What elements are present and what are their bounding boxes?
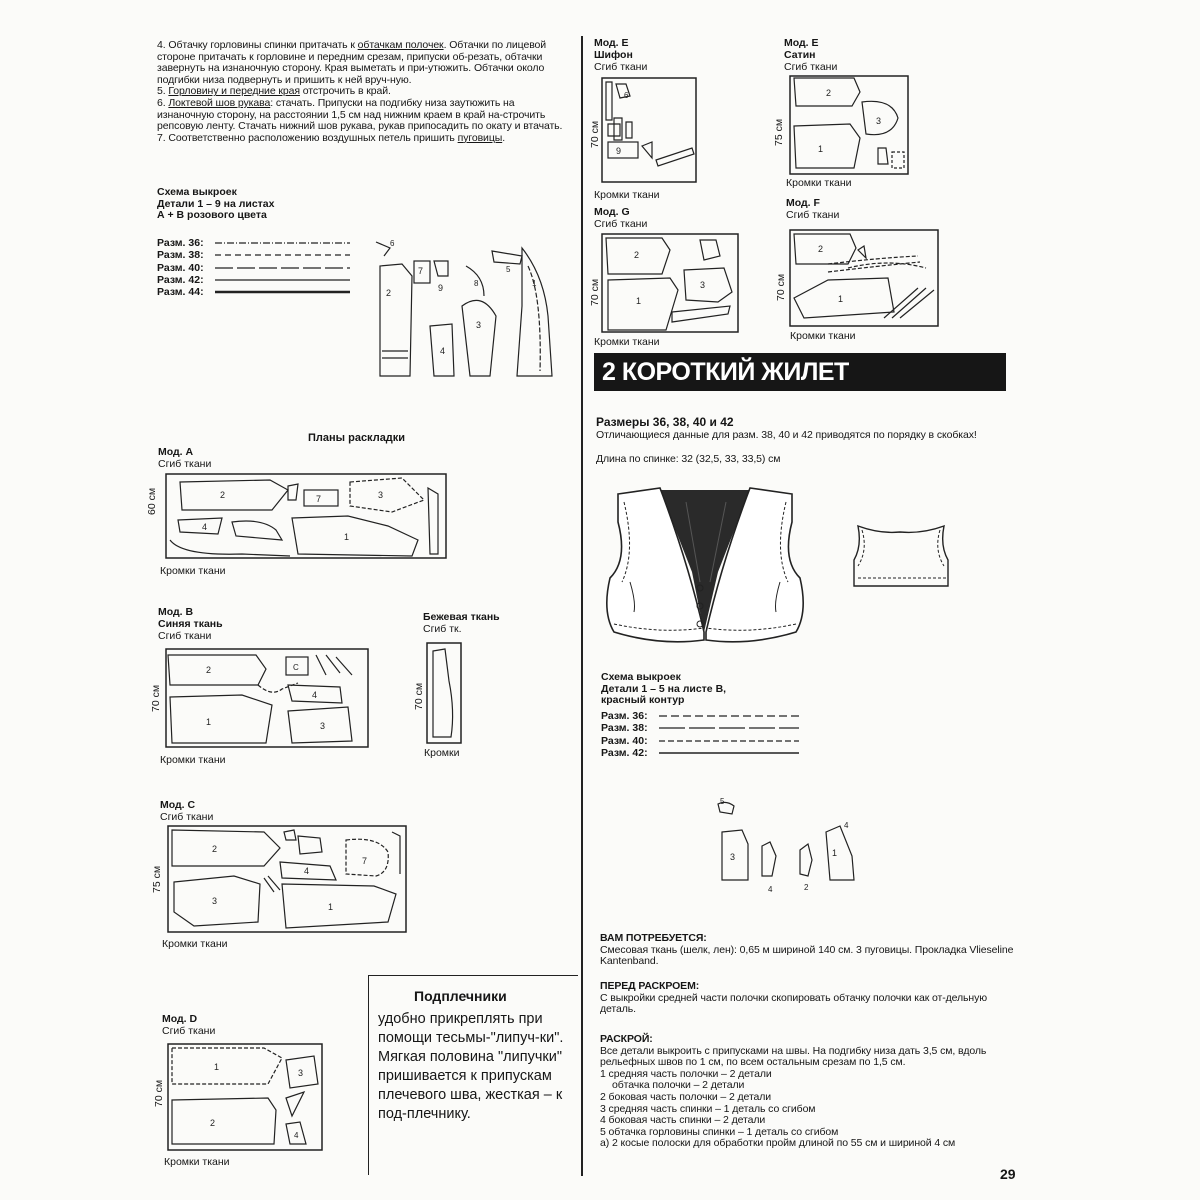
modG-edge-label: Кромки ткани — [594, 336, 660, 348]
modB-layout — [162, 645, 372, 751]
beige-dim-label: 70 см — [413, 682, 425, 710]
beige-title: Бежевая ткань — [423, 611, 500, 623]
svg-text:2: 2 — [634, 250, 640, 260]
svg-text:3: 3 — [730, 852, 736, 862]
modE-chiffon-edge-label: Кромки ткани — [594, 189, 660, 201]
svg-text:1: 1 — [636, 296, 642, 306]
svg-text:6: 6 — [390, 239, 395, 248]
materials-title: ВАМ ПОТРЕБУЕТСЯ: — [600, 932, 707, 944]
svg-text:3: 3 — [298, 1068, 304, 1078]
svg-text:1: 1 — [532, 279, 537, 288]
instruction-step-6: 6. Локтевой шов рукава: стачать. Припуски на подгибку низа заутюжить на изнаночную сторону, на расстоянии 1,5 см над нижним краем в край на-строчить репсовую ленту. Стачать нижний шов рукава, рукав припосадить по окату и втачать. — [157, 96, 563, 133]
modA-title: Мод. А — [158, 446, 194, 458]
svg-text:7: 7 — [418, 266, 424, 276]
section-banner: 2 КОРОТКИЙ ЖИЛЕТ — [594, 353, 1006, 391]
svg-text:5: 5 — [506, 265, 511, 274]
modG-layout — [600, 230, 740, 334]
modC-title: Мод. С — [160, 799, 196, 811]
modB-dim-label: 70 см — [150, 684, 162, 712]
shoulder-pad-title: Подплечники — [414, 988, 507, 1004]
scheme1-pattern-pieces — [372, 236, 572, 386]
layouts-title: Планы раскладки — [308, 432, 406, 444]
svg-text:4: 4 — [768, 885, 773, 894]
vest-scheme-size-legend: Разм. 36: Разм. 38: Разм. 40: Разм. 42: — [601, 710, 648, 760]
svg-text:3: 3 — [320, 721, 326, 731]
modE-chiffon-title: Мод. Е Шифон — [594, 37, 633, 61]
before-cut-text: С выкройки средней части полочки скопировать обтачку полочки как от-дельную деталь. — [600, 991, 988, 1016]
vest-length: Длина по спинке: 32 (32,5, 33, 33,5) см — [596, 453, 781, 465]
modC-dim-label: 75 см — [151, 865, 163, 893]
cutting-section — [600, 1034, 1030, 1150]
svg-text:4: 4 — [844, 821, 849, 830]
svg-text:3: 3 — [476, 320, 482, 330]
svg-text:4: 4 — [304, 866, 310, 876]
page-number: 29 — [1000, 1166, 1016, 1182]
modF-fold-label: Сгиб ткани — [786, 209, 840, 221]
svg-text:7: 7 — [316, 494, 322, 504]
svg-text:3: 3 — [700, 280, 706, 290]
svg-text:1: 1 — [206, 717, 212, 727]
svg-text:4: 4 — [294, 1131, 299, 1140]
column-divider — [581, 36, 583, 1176]
svg-text:6: 6 — [624, 91, 629, 100]
modD-dim-label: 70 см — [153, 1079, 165, 1107]
svg-text:5: 5 — [720, 797, 725, 806]
svg-text:9: 9 — [616, 146, 622, 156]
instruction-step-5: 5. Горловину и передние края отстрочить в край. — [157, 85, 391, 98]
svg-text:7: 7 — [362, 856, 368, 866]
instructions-block — [157, 40, 567, 144]
svg-text:2: 2 — [804, 883, 809, 892]
svg-text:4: 4 — [202, 522, 208, 532]
modE-chiffon-dim-label: 70 см — [589, 120, 601, 148]
svg-text:3: 3 — [212, 896, 218, 906]
svg-text:1: 1 — [344, 532, 350, 542]
svg-text:1: 1 — [818, 144, 824, 154]
cutting-item: а) 2 косые полоски для обработки пройм длиной по 55 см и шириной 4 см — [600, 1137, 956, 1150]
svg-text:2: 2 — [826, 88, 832, 98]
materials-section — [600, 933, 1020, 968]
svg-text:2: 2 — [212, 844, 218, 854]
svg-text:8: 8 — [474, 279, 479, 288]
beige-layout — [425, 641, 465, 745]
cutting-text: Все детали выкроить с припусками на швы. На подгибку низа дать 3,5 см, вдоль рельефных швов по 1 см, по всем остальным срезам по 1,5 см. — [600, 1044, 987, 1069]
svg-text:4: 4 — [440, 346, 446, 356]
scheme1-heading: Схема выкроек Детали 1 – 9 на листах А + В розового цвета — [157, 186, 275, 221]
modC-layout — [164, 822, 410, 936]
modD-layout — [164, 1040, 326, 1154]
modG-title: Мод. G — [594, 206, 630, 218]
modA-layout — [162, 470, 450, 562]
instruction-step-4: 4. Обтачку горловины спинки притачать к обтачкам полочек. Обтачки по лицевой стороне притачать к горловине и передним срезам, припуски об-резать, обтачки завернуть на изнаночную сторону. Края выметать и при-утюжить. Обтачки около подгибки низа подвернуть и пришить к ней вруч-ную. — [157, 39, 547, 86]
beige-fold-label: Сгиб тк. — [423, 623, 462, 635]
shoulder-pad-text: удобно прикреплять при помощи тесьмы-"липуч-ки". Мягкая половина "липучки" пришивается к припускам плечевого шва, жесткая – к под-плечнику. — [378, 1011, 564, 1122]
svg-text:С: С — [293, 663, 299, 672]
modA-dim-label: 60 см — [146, 487, 158, 515]
vest-scheme-heading: Схема выкроек Детали 1 – 5 на листе В, красный контур — [601, 671, 727, 706]
modE-chiffon-layout — [600, 74, 698, 186]
modF-layout — [788, 228, 940, 328]
svg-text:2: 2 — [220, 490, 226, 500]
modE-chiffon-fold-label: Сгиб ткани — [594, 61, 648, 73]
svg-text:2: 2 — [206, 665, 212, 675]
instruction-step-7: 7. Соответственно расположению воздушных петель пришить пуговицы. — [157, 131, 506, 144]
svg-text:2: 2 — [386, 288, 392, 298]
modD-title: Мод. D — [162, 1013, 198, 1025]
modE-satin-dim-label: 75 см — [773, 118, 785, 146]
cutting-item: 1 средняя часть полочки – 2 детали — [600, 1067, 772, 1080]
modG-fold-label: Сгиб ткани — [594, 218, 648, 230]
svg-text:4: 4 — [312, 690, 318, 700]
modF-title: Мод. F — [786, 197, 820, 209]
svg-text:1: 1 — [328, 902, 334, 912]
vest-sizes-title: Размеры 36, 38, 40 и 42 — [596, 415, 734, 429]
cutting-item: 4 боковая часть спинки – 2 детали — [600, 1114, 766, 1127]
materials-text: Смесовая ткань (шелк, лен): 0,65 м шириной 140 см. 3 пуговицы. Прокладка Vlieseline Kantenband. — [600, 943, 1014, 968]
modB-edge-label: Кромки ткани — [160, 754, 226, 766]
beige-edge-label: Кромки — [424, 747, 460, 759]
cutting-item: 3 средняя часть спинки – 1 деталь со сгибом — [600, 1102, 816, 1115]
before-cut-title: ПЕРЕД РАСКРОЕМ: — [600, 980, 700, 992]
modA-edge-label: Кромки ткани — [160, 565, 226, 577]
cutting-item: обтачка полочки – 2 детали — [612, 1079, 745, 1092]
svg-text:9: 9 — [438, 283, 444, 293]
modG-dim-label: 70 см — [589, 278, 601, 306]
vest-sizes-note: Отличающиеся данные для разм. 38, 40 и 42 приводятся по порядку в скобках! — [596, 429, 977, 441]
modD-edge-label: Кромки ткани — [164, 1156, 230, 1168]
before-cut-section — [600, 981, 1020, 1016]
modD-fold-label: Сгиб ткани — [162, 1025, 216, 1037]
vest-front-illustration — [600, 482, 810, 654]
svg-text:1: 1 — [214, 1062, 220, 1072]
scheme1-size-legend: Разм. 36: Разм. 38: Разм. 40: Разм. 42: Разм. 44: — [157, 237, 204, 299]
modA-fold-label: Сгиб ткани — [158, 458, 212, 470]
modC-edge-label: Кромки ткани — [162, 938, 228, 950]
vest-pattern-pieces — [712, 796, 862, 896]
modB-title: Мод. В Синяя ткань — [158, 606, 223, 630]
svg-text:2: 2 — [818, 244, 824, 254]
cutting-title: РАСКРОЙ: — [600, 1033, 653, 1045]
modB-fold-label: Сгиб ткани — [158, 630, 212, 642]
svg-text:1: 1 — [838, 294, 844, 304]
modE-satin-title: Мод. Е Сатин — [784, 37, 819, 61]
modE-satin-edge-label: Кромки ткани — [786, 177, 852, 189]
svg-text:3: 3 — [876, 116, 882, 126]
modF-edge-label: Кромки ткани — [790, 330, 856, 342]
cutting-item: 2 боковая часть полочки – 2 детали — [600, 1090, 772, 1103]
modC-fold-label: Сгиб ткани — [160, 811, 214, 823]
modE-satin-layout — [788, 72, 912, 176]
svg-text:2: 2 — [210, 1118, 216, 1128]
modF-dim-label: 70 см — [775, 273, 787, 301]
svg-text:3: 3 — [378, 490, 384, 500]
modE-satin-fold-label: Сгиб ткани — [784, 61, 838, 73]
vest-back-illustration — [848, 520, 954, 592]
svg-text:1: 1 — [832, 848, 838, 858]
cutting-item: 5 обтачка горловины спинки – 1 деталь со сгибом — [600, 1125, 839, 1138]
